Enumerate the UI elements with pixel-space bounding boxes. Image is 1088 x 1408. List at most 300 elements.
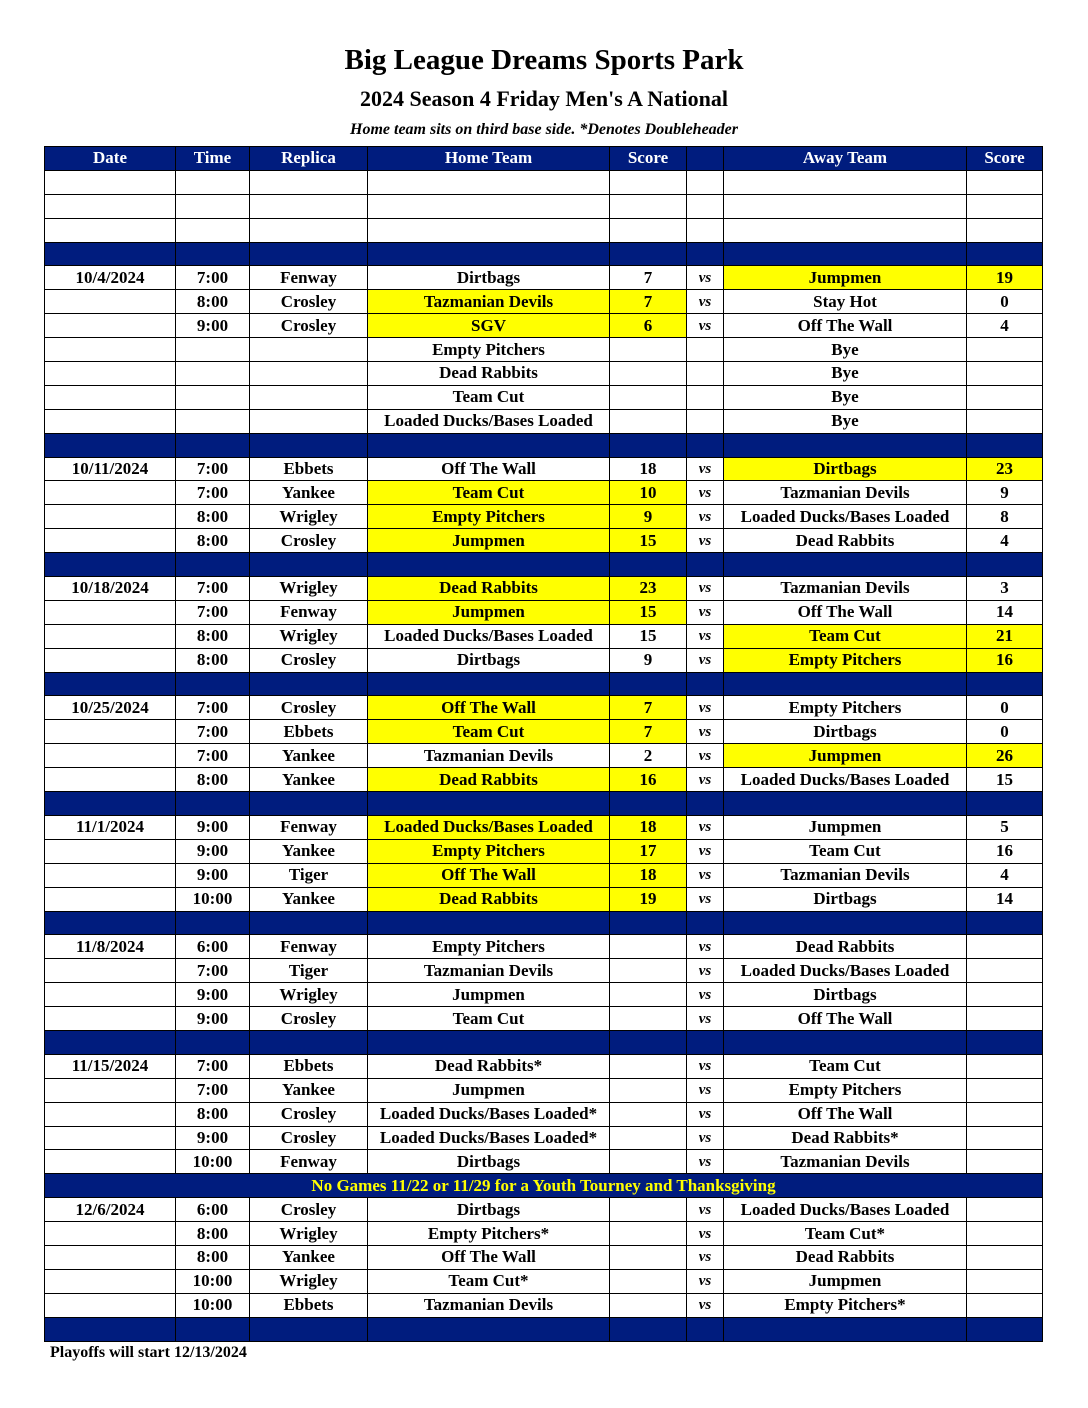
empty-cell [45,194,176,218]
home-team-cell: Loaded Ducks/Bases Loaded [368,815,610,839]
away-score-cell: 3 [967,577,1043,601]
empty-cell [610,194,687,218]
game-row [45,744,1043,768]
away-team-cell: Jumpmen [724,266,967,290]
away-score-cell: 15 [967,768,1043,792]
empty-cell [967,553,1043,577]
home-score-cell [610,1198,687,1222]
replica-cell: Yankee [250,1078,368,1102]
empty-cell [724,553,967,577]
empty-cell [368,170,610,194]
away-score-cell: 0 [967,720,1043,744]
date-cell [45,1007,176,1031]
game-row [45,457,1043,481]
time-cell: 8:00 [176,1245,250,1269]
replica-cell: Crosley [250,1198,368,1222]
home-score-cell: 7 [610,696,687,720]
away-score-cell [967,385,1043,409]
away-team-cell: Loaded Ducks/Bases Loaded [724,959,967,983]
empty-cell [45,1030,176,1054]
time-cell: 7:00 [176,744,250,768]
home-team-cell: Tazmanian Devils [368,959,610,983]
empty-cell [368,672,610,696]
vs-cell: vs [687,1007,724,1031]
time-cell: 10:00 [176,1293,250,1317]
replica-cell: Tiger [250,959,368,983]
time-cell: 7:00 [176,1054,250,1078]
away-score-cell [967,1222,1043,1246]
blank-row [45,218,1043,242]
empty-cell [610,242,687,266]
home-team-cell: Loaded Ducks/Bases Loaded [368,624,610,648]
date-cell [45,744,176,768]
vs-cell [687,338,724,362]
game-row [45,385,1043,409]
vs-cell: vs [687,1269,724,1293]
game-row [45,959,1043,983]
empty-cell [610,553,687,577]
game-row [45,720,1043,744]
date-cell [45,1293,176,1317]
away-score-cell: 16 [967,839,1043,863]
away-score-cell: 23 [967,457,1043,481]
game-row [45,481,1043,505]
date-cell [45,624,176,648]
replica-cell [250,409,368,433]
home-team-cell: Team Cut* [368,1269,610,1293]
empty-cell [967,1030,1043,1054]
game-row [45,935,1043,959]
empty-cell [368,218,610,242]
vs-cell [687,409,724,433]
empty-cell [176,1030,250,1054]
game-row [45,577,1043,601]
empty-cell [176,792,250,816]
time-cell: 8:00 [176,529,250,553]
replica-cell: Wrigley [250,505,368,529]
home-score-cell: 15 [610,529,687,553]
empty-cell [368,553,610,577]
page-title: Big League Dreams Sports Park [344,44,744,76]
date-cell [45,720,176,744]
empty-cell [610,672,687,696]
empty-cell [176,242,250,266]
empty-cell [45,792,176,816]
time-cell: 8:00 [176,1222,250,1246]
empty-cell [724,170,967,194]
empty-cell [610,170,687,194]
empty-cell [45,1317,176,1341]
col-date-header: Date [45,147,176,171]
empty-cell [368,1030,610,1054]
date-cell [45,1126,176,1150]
home-team-cell: Empty Pitchers [368,839,610,863]
vs-cell: vs [687,600,724,624]
empty-cell [687,792,724,816]
home-team-cell: Empty Pitchers [368,935,610,959]
home-score-cell: 19 [610,887,687,911]
replica-cell: Ebbets [250,720,368,744]
away-score-cell: 8 [967,505,1043,529]
vs-cell: vs [687,983,724,1007]
replica-cell: Fenway [250,266,368,290]
vs-cell [687,362,724,386]
game-row [45,1078,1043,1102]
date-cell [45,768,176,792]
home-score-cell [610,1150,687,1174]
separator-row [45,792,1043,816]
away-score-cell [967,338,1043,362]
away-score-cell [967,409,1043,433]
game-row [45,696,1043,720]
time-cell [176,338,250,362]
replica-cell: Yankee [250,768,368,792]
game-row [45,529,1043,553]
date-cell [45,290,176,314]
home-team-cell: Dead Rabbits [368,362,610,386]
away-score-cell: 0 [967,290,1043,314]
empty-cell [368,792,610,816]
time-cell: 7:00 [176,600,250,624]
away-team-cell: Tazmanian Devils [724,577,967,601]
game-row [45,266,1043,290]
empty-cell [176,1317,250,1341]
home-team-cell: Jumpmen [368,529,610,553]
time-cell: 8:00 [176,768,250,792]
vs-cell: vs [687,505,724,529]
empty-cell [45,672,176,696]
home-score-cell: 18 [610,815,687,839]
away-team-cell: Bye [724,385,967,409]
vs-cell: vs [687,290,724,314]
separator-row [45,1317,1043,1341]
empty-cell [610,218,687,242]
game-row [45,1054,1043,1078]
home-team-cell: Dead Rabbits [368,887,610,911]
replica-cell: Crosley [250,1007,368,1031]
date-cell [45,1245,176,1269]
away-team-cell: Bye [724,362,967,386]
empty-cell [724,792,967,816]
empty-cell [176,911,250,935]
page-subtitle: 2024 Season 4 Friday Men's A National [360,86,728,111]
replica-cell: Fenway [250,600,368,624]
home-score-cell [610,362,687,386]
away-score-cell: 21 [967,624,1043,648]
col-away-score-header: Score [967,147,1043,171]
home-team-cell: Loaded Ducks/Bases Loaded* [368,1102,610,1126]
vs-cell: vs [687,959,724,983]
empty-cell [967,194,1043,218]
home-score-cell [610,1269,687,1293]
col-home-team-header: Home Team [368,147,610,171]
playoffs-note: Playoffs will start 12/13/2024 [50,1344,247,1361]
empty-cell [176,553,250,577]
empty-cell [724,242,967,266]
col-vs-header [687,147,724,171]
game-row [45,768,1043,792]
time-cell: 9:00 [176,815,250,839]
away-score-cell [967,983,1043,1007]
away-team-cell: Team Cut [724,624,967,648]
replica-cell: Fenway [250,815,368,839]
home-team-cell: Dead Rabbits [368,577,610,601]
vs-cell: vs [687,457,724,481]
empty-cell [967,433,1043,457]
time-cell: 8:00 [176,290,250,314]
away-score-cell [967,1078,1043,1102]
game-row [45,1126,1043,1150]
vs-cell: vs [687,1222,724,1246]
away-score-cell [967,1126,1043,1150]
home-team-cell: Tazmanian Devils [368,744,610,768]
date-cell [45,839,176,863]
vs-cell: vs [687,1198,724,1222]
replica-cell [250,385,368,409]
empty-cell [724,672,967,696]
header-row [45,147,1043,171]
home-team-cell: Team Cut [368,1007,610,1031]
empty-cell [250,1317,368,1341]
empty-cell [687,911,724,935]
home-score-cell: 18 [610,863,687,887]
time-cell: 8:00 [176,648,250,672]
away-score-cell: 26 [967,744,1043,768]
empty-cell [724,1030,967,1054]
home-score-cell: 17 [610,839,687,863]
vs-cell: vs [687,887,724,911]
away-team-cell: Dead Rabbits* [724,1126,967,1150]
home-score-cell: 6 [610,314,687,338]
empty-cell [687,170,724,194]
separator-row [45,911,1043,935]
empty-cell [368,433,610,457]
replica-cell: Yankee [250,887,368,911]
vs-cell: vs [687,266,724,290]
away-team-cell: Tazmanian Devils [724,481,967,505]
date-cell [45,887,176,911]
time-cell: 7:00 [176,266,250,290]
replica-cell: Crosley [250,1126,368,1150]
home-score-cell [610,1126,687,1150]
home-team-cell: Empty Pitchers [368,505,610,529]
home-team-cell: Team Cut [368,385,610,409]
time-cell: 7:00 [176,720,250,744]
empty-cell [368,242,610,266]
empty-cell [687,1317,724,1341]
replica-cell: Tiger [250,863,368,887]
vs-cell: vs [687,1150,724,1174]
vs-cell: vs [687,815,724,839]
replica-cell [250,338,368,362]
away-team-cell: Jumpmen [724,1269,967,1293]
home-score-cell: 16 [610,768,687,792]
away-team-cell: Empty Pitchers [724,648,967,672]
notice-text: No Games 11/22 or 11/29 for a Youth Tourney and Thanksgiving [45,1174,1043,1198]
empty-cell [724,433,967,457]
time-cell: 10:00 [176,1269,250,1293]
date-cell [45,314,176,338]
col-replica-header: Replica [250,147,368,171]
away-team-cell: Jumpmen [724,815,967,839]
replica-cell: Crosley [250,696,368,720]
away-score-cell [967,1150,1043,1174]
col-time-header: Time [176,147,250,171]
date-cell: 10/25/2024 [45,696,176,720]
game-row [45,338,1043,362]
empty-cell [45,218,176,242]
replica-cell: Yankee [250,1245,368,1269]
replica-cell: Crosley [250,648,368,672]
empty-cell [250,911,368,935]
away-team-cell: Tazmanian Devils [724,1150,967,1174]
date-cell: 12/6/2024 [45,1198,176,1222]
separator-row [45,672,1043,696]
away-team-cell: Dead Rabbits [724,1245,967,1269]
date-cell [45,481,176,505]
date-cell [45,648,176,672]
empty-cell [687,1030,724,1054]
date-cell [45,362,176,386]
empty-cell [250,242,368,266]
away-score-cell: 14 [967,600,1043,624]
time-cell: 10:00 [176,1150,250,1174]
game-row [45,839,1043,863]
vs-cell: vs [687,314,724,338]
home-team-cell: Off The Wall [368,457,610,481]
home-score-cell [610,959,687,983]
game-row [45,314,1043,338]
replica-cell: Ebbets [250,1293,368,1317]
vs-cell: vs [687,768,724,792]
date-cell [45,1078,176,1102]
blank-row [45,194,1043,218]
empty-cell [45,242,176,266]
home-team-cell: Empty Pitchers* [368,1222,610,1246]
away-score-cell [967,1054,1043,1078]
home-score-cell [610,935,687,959]
away-team-cell: Dirtbags [724,720,967,744]
date-cell [45,529,176,553]
empty-cell [687,433,724,457]
time-cell: 6:00 [176,1198,250,1222]
replica-cell: Crosley [250,1102,368,1126]
game-row [45,1150,1043,1174]
date-cell [45,983,176,1007]
away-score-cell: 0 [967,696,1043,720]
empty-cell [610,911,687,935]
date-cell [45,959,176,983]
replica-cell: Wrigley [250,577,368,601]
away-team-cell: Bye [724,409,967,433]
date-cell: 11/8/2024 [45,935,176,959]
game-row [45,887,1043,911]
empty-cell [610,1030,687,1054]
time-cell [176,409,250,433]
home-team-cell: Dirtbags [368,1198,610,1222]
home-team-cell: Team Cut [368,720,610,744]
time-cell: 9:00 [176,863,250,887]
game-row [45,1007,1043,1031]
game-row [45,983,1043,1007]
time-cell: 6:00 [176,935,250,959]
game-row [45,815,1043,839]
home-team-cell: Off The Wall [368,863,610,887]
empty-cell [967,1317,1043,1341]
away-team-cell: Loaded Ducks/Bases Loaded [724,1198,967,1222]
away-team-cell: Dead Rabbits [724,529,967,553]
game-row [45,362,1043,386]
empty-cell [368,194,610,218]
replica-cell: Ebbets [250,457,368,481]
game-row [45,409,1043,433]
away-team-cell: Off The Wall [724,1102,967,1126]
vs-cell: vs [687,1293,724,1317]
time-cell: 9:00 [176,1007,250,1031]
away-score-cell [967,959,1043,983]
empty-cell [45,433,176,457]
home-score-cell [610,1078,687,1102]
empty-cell [368,1317,610,1341]
time-cell: 9:00 [176,1126,250,1150]
home-team-cell: SGV [368,314,610,338]
empty-cell [610,1317,687,1341]
vs-cell: vs [687,1102,724,1126]
date-cell [45,1222,176,1246]
vs-cell: vs [687,1126,724,1150]
date-cell [45,600,176,624]
away-score-cell [967,1102,1043,1126]
empty-cell [687,194,724,218]
empty-cell [967,672,1043,696]
away-team-cell: Empty Pitchers [724,696,967,720]
empty-cell [687,672,724,696]
empty-cell [967,242,1043,266]
home-score-cell: 7 [610,266,687,290]
home-score-cell [610,983,687,1007]
home-score-cell: 9 [610,648,687,672]
away-team-cell: Team Cut [724,1054,967,1078]
time-cell: 7:00 [176,457,250,481]
replica-cell: Wrigley [250,983,368,1007]
blank-row [45,170,1043,194]
empty-cell [250,1030,368,1054]
empty-cell [724,911,967,935]
empty-cell [967,170,1043,194]
game-row [45,1198,1043,1222]
home-score-cell [610,338,687,362]
time-cell: 8:00 [176,1102,250,1126]
empty-cell [967,911,1043,935]
empty-cell [176,218,250,242]
empty-cell [176,170,250,194]
empty-cell [176,433,250,457]
replica-cell: Yankee [250,839,368,863]
separator-row [45,1030,1043,1054]
empty-cell [250,218,368,242]
empty-cell [250,170,368,194]
home-score-cell: 9 [610,505,687,529]
date-cell: 10/4/2024 [45,266,176,290]
away-score-cell: 14 [967,887,1043,911]
empty-cell [176,672,250,696]
date-cell [45,1269,176,1293]
empty-cell [368,911,610,935]
game-row [45,1245,1043,1269]
home-team-cell: Loaded Ducks/Bases Loaded* [368,1126,610,1150]
vs-cell: vs [687,720,724,744]
empty-cell [250,792,368,816]
